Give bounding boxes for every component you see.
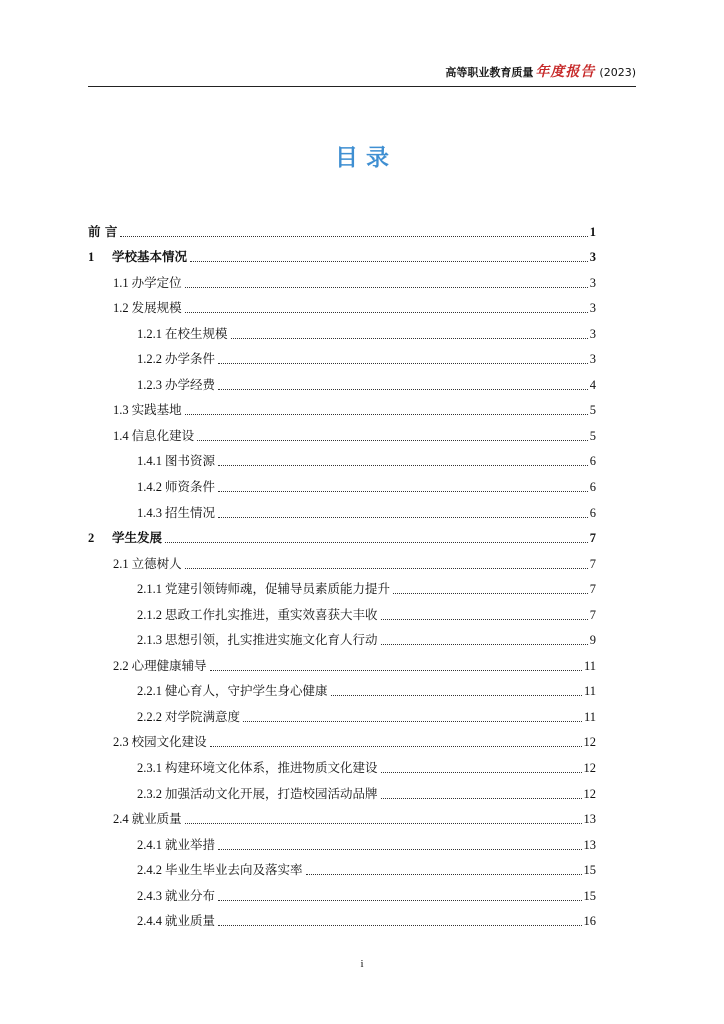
toc-entry-page: 3 xyxy=(589,301,596,316)
toc-dot-leader xyxy=(210,670,582,671)
toc-entry-number: 2 xyxy=(88,531,95,546)
toc-entry-title: 办学经费 xyxy=(165,376,216,392)
page-header xyxy=(88,58,636,87)
toc-entry-page: 12 xyxy=(583,735,596,750)
toc-entry[interactable] xyxy=(88,290,596,316)
toc-entry-page: 11 xyxy=(583,709,596,724)
toc-entry-number: 1.2.3 xyxy=(137,377,162,392)
toc-entry-number: 2.4 xyxy=(113,812,129,827)
toc-dot-leader xyxy=(306,874,582,875)
toc-entry-number: 2.4.2 xyxy=(137,863,162,878)
toc-dot-leader xyxy=(393,593,588,594)
toc-entry-number: 2.3.2 xyxy=(137,786,162,801)
toc-dot-leader xyxy=(185,414,588,415)
toc-entry-page: 3 xyxy=(589,352,596,367)
toc-entry-title: 就业分布 xyxy=(165,887,216,903)
toc-entry[interactable] xyxy=(88,468,596,494)
toc-entry-title: 办学定位 xyxy=(131,274,182,290)
toc-dot-leader xyxy=(185,287,588,288)
toc-entry[interactable] xyxy=(88,852,596,878)
toc-entry-number: 1.3 xyxy=(113,403,129,418)
toc-entry-title: 就业质量 xyxy=(131,811,182,827)
toc-entry-page: 15 xyxy=(583,888,596,903)
toc-entry-number: 2.3 xyxy=(113,735,129,750)
toc-dot-leader xyxy=(218,925,581,926)
header-main-text: 高等职业教育质量 xyxy=(445,66,534,79)
toc-entry-number: 1 xyxy=(88,250,95,265)
toc-entry[interactable] xyxy=(88,315,596,341)
toc-entry-number: 1.4.2 xyxy=(137,480,162,495)
toc-entry-page: 13 xyxy=(583,837,596,852)
toc-entry-number: 2.2.2 xyxy=(137,709,162,724)
toc-entry-page: 3 xyxy=(589,250,596,265)
toc-entry[interactable] xyxy=(88,545,596,571)
toc-entry-page: 5 xyxy=(589,403,596,418)
toc-entry-page: 6 xyxy=(589,454,596,469)
toc-dot-leader xyxy=(381,798,582,799)
toc-entry-title: 心理健康辅导 xyxy=(131,657,207,673)
toc-entry-number: 1.4.1 xyxy=(137,454,162,469)
toc-entry[interactable] xyxy=(88,801,596,827)
toc-entry-title: 健心育人，守护学生身心健康 xyxy=(165,683,328,699)
toc-entry-title: 前 言 xyxy=(88,223,118,239)
toc-entry[interactable] xyxy=(88,622,596,648)
toc-entry-number: 2.4.1 xyxy=(137,837,162,852)
toc-dot-leader xyxy=(218,491,588,492)
header-text xyxy=(445,64,636,81)
toc-entry-title: 校园文化建设 xyxy=(131,734,207,750)
toc-dot-leader xyxy=(190,261,588,262)
toc-entry-page: 16 xyxy=(583,914,596,929)
toc-dot-leader xyxy=(210,746,582,747)
toc-entry-title: 思政工作扎实推进，重实效喜获大丰收 xyxy=(165,606,378,622)
toc-entry-number: 1.2.1 xyxy=(137,326,162,341)
toc-entry-number: 1.4 xyxy=(113,428,129,443)
toc-entry-page: 13 xyxy=(583,812,596,827)
toc-entry[interactable] xyxy=(88,647,596,673)
toc-entry[interactable] xyxy=(88,673,596,699)
toc-entry-title: 就业质量 xyxy=(165,913,216,929)
toc-dot-leader xyxy=(218,517,588,518)
toc-entry-title: 实践基地 xyxy=(131,402,182,418)
toc-entry-page: 12 xyxy=(583,786,596,801)
toc-dot-leader xyxy=(165,542,588,543)
toc-dot-leader xyxy=(243,721,582,722)
toc-entry-page: 7 xyxy=(589,556,596,571)
toc-entry-title: 就业举措 xyxy=(165,836,216,852)
toc-entry-title: 思想引领，扎实推进实施文化育人行动 xyxy=(165,632,378,648)
toc-entry-page: 7 xyxy=(589,582,596,597)
toc-entry-page: 9 xyxy=(589,633,596,648)
toc-entry-number: 1.2.2 xyxy=(137,352,162,367)
toc-entry-number: 2.4.4 xyxy=(137,914,162,929)
footer-page-number: i xyxy=(360,958,364,970)
toc-dot-leader xyxy=(197,440,588,441)
table-of-contents xyxy=(88,213,596,928)
toc-dot-leader xyxy=(218,849,581,850)
toc-entry[interactable] xyxy=(88,494,596,520)
toc-entry-page: 15 xyxy=(583,863,596,878)
toc-entry[interactable] xyxy=(88,775,596,801)
toc-entry-page: 6 xyxy=(589,505,596,520)
toc-entry[interactable] xyxy=(88,341,596,367)
toc-entry-title: 图书资源 xyxy=(165,453,216,469)
toc-entry-title: 招生情况 xyxy=(165,504,216,520)
toc-entry[interactable] xyxy=(88,571,596,597)
toc-entry[interactable] xyxy=(88,443,596,469)
header-year-text: (2023) xyxy=(599,66,636,79)
toc-dot-leader xyxy=(185,823,582,824)
toc-entry-title: 加强活动文化开展，打造校园活动品牌 xyxy=(165,785,378,801)
page-title: 目 录 xyxy=(334,145,389,171)
toc-entry-title: 信息化建设 xyxy=(131,427,195,443)
toc-dot-leader xyxy=(120,236,587,237)
toc-entry-title: 学生发展 xyxy=(112,530,163,546)
toc-entry[interactable] xyxy=(88,239,596,265)
toc-dot-leader xyxy=(218,363,588,364)
toc-entry-title: 发展规模 xyxy=(131,300,182,316)
toc-entry-page: 7 xyxy=(589,531,596,546)
toc-entry-title: 立德树人 xyxy=(131,555,182,571)
toc-entry-number: 1.2 xyxy=(113,301,129,316)
toc-entry-number: 2.1.3 xyxy=(137,633,162,648)
toc-dot-leader xyxy=(218,900,581,901)
toc-entry-number: 1.1 xyxy=(113,275,129,290)
toc-entry[interactable] xyxy=(88,724,596,750)
toc-entry-title: 师资条件 xyxy=(165,479,216,495)
toc-entry-page: 11 xyxy=(583,684,596,699)
toc-entry-number: 1.4.3 xyxy=(137,505,162,520)
toc-entry-title: 毕业生毕业去向及落实率 xyxy=(165,862,303,878)
toc-entry-title: 党建引领铸师魂，促辅导员素质能力提升 xyxy=(165,581,391,597)
toc-entry[interactable] xyxy=(88,698,596,724)
toc-entry[interactable] xyxy=(88,596,596,622)
toc-entry-page: 3 xyxy=(589,275,596,290)
toc-entry-page: 7 xyxy=(589,607,596,622)
toc-entry[interactable] xyxy=(88,749,596,775)
toc-dot-leader xyxy=(381,619,588,620)
toc-entry-number: 2.4.3 xyxy=(137,888,162,903)
toc-entry[interactable] xyxy=(88,903,596,929)
toc-entry-number: 2.2.1 xyxy=(137,684,162,699)
toc-entry-number: 2.1.1 xyxy=(137,582,162,597)
toc-entry[interactable] xyxy=(88,366,596,392)
toc-entry-page: 4 xyxy=(589,377,596,392)
toc-entry-title: 对学院满意度 xyxy=(165,708,241,724)
toc-dot-leader xyxy=(231,338,588,339)
toc-entry-page: 6 xyxy=(589,480,596,495)
toc-entry-number: 2.2 xyxy=(113,658,129,673)
toc-entry-number: 2.1.2 xyxy=(137,607,162,622)
toc-entry-page: 1 xyxy=(589,224,596,239)
toc-entry[interactable] xyxy=(88,826,596,852)
toc-entry[interactable] xyxy=(88,264,596,290)
toc-entry[interactable] xyxy=(88,213,596,239)
toc-entry-number: 2.3.1 xyxy=(137,761,162,776)
toc-dot-leader xyxy=(381,772,582,773)
toc-entry-page: 11 xyxy=(583,658,596,673)
toc-entry[interactable] xyxy=(88,877,596,903)
toc-dot-leader xyxy=(331,695,582,696)
toc-dot-leader xyxy=(185,568,588,569)
toc-entry-page: 12 xyxy=(583,761,596,776)
toc-entry-title: 办学条件 xyxy=(165,351,216,367)
toc-entry[interactable] xyxy=(88,392,596,418)
toc-entry-number: 2.1 xyxy=(113,556,129,571)
toc-entry[interactable] xyxy=(88,520,596,546)
toc-dot-leader xyxy=(381,644,588,645)
toc-entry-page: 5 xyxy=(589,428,596,443)
header-script-text: 年度报告 xyxy=(535,64,596,80)
toc-entry-title: 学校基本情况 xyxy=(112,249,188,265)
toc-entry[interactable] xyxy=(88,417,596,443)
toc-dot-leader xyxy=(185,312,588,313)
toc-dot-leader xyxy=(218,389,588,390)
toc-entry-title: 在校生规模 xyxy=(165,325,228,341)
toc-entry-page: 3 xyxy=(589,326,596,341)
toc-dot-leader xyxy=(218,465,588,466)
toc-entry-title: 构建环境文化体系，推进物质文化建设 xyxy=(165,760,378,776)
